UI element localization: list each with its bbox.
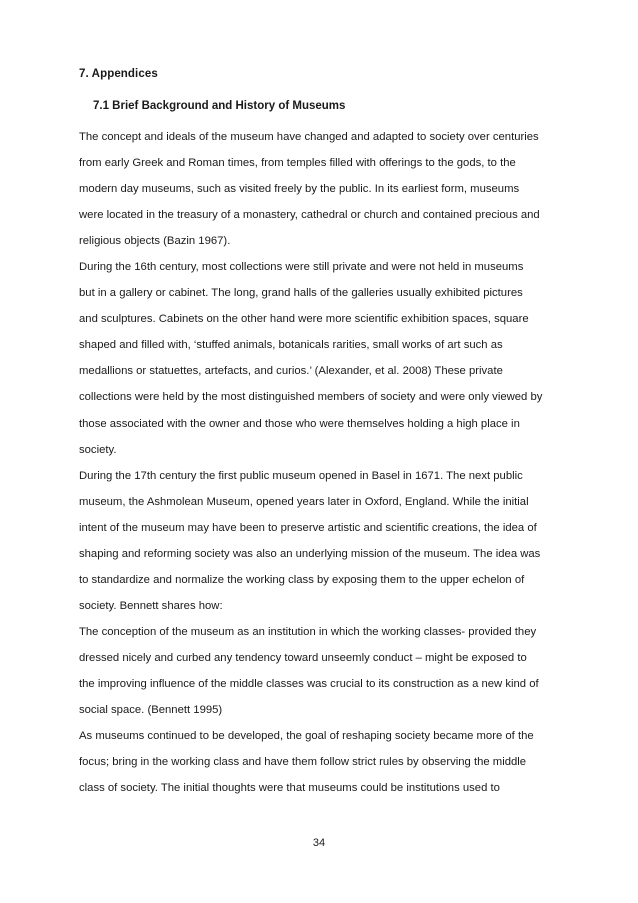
text-line: collections were held by the most distinguished members of society and were only viewed by bbox=[79, 391, 543, 404]
section-heading: 7. Appendices bbox=[79, 68, 158, 80]
text-line: museum, the Ashmolean Museum, opened years later in Oxford, England. While the initial bbox=[79, 495, 529, 508]
text-line: dressed nicely and curbed any tendency toward unseemly conduct – might be exposed to bbox=[79, 651, 527, 664]
text-line: society. Bennett shares how: bbox=[79, 599, 223, 612]
text-line: As museums continued to be developed, the goal of reshaping society became more of the bbox=[79, 730, 534, 743]
text-line: During the 17th century the first public museum opened in Basel in 1671. The next public bbox=[79, 469, 523, 482]
text-line: religious objects (Bazin 1967). bbox=[79, 235, 231, 248]
text-line: The conception of the museum as an institution in which the working classes- provided they bbox=[79, 625, 537, 638]
text-line: modern day museums, such as visited freely by the public. In its earliest form, museums bbox=[79, 183, 520, 196]
page-number: 34 bbox=[312, 837, 326, 849]
text-line: from early Greek and Roman times, from temples filled with offerings to the gods, to the bbox=[79, 157, 516, 170]
text-line: shaping and reforming society was also an underlying mission of the museum. The idea was bbox=[79, 547, 541, 560]
text-line: society. bbox=[79, 443, 117, 456]
text-line: The concept and ideals of the museum have changed and adapted to society over centuries bbox=[79, 131, 539, 143]
text-line: class of society. The initial thoughts were that museums could be institutions used to bbox=[79, 782, 500, 795]
text-line: shaped and filled with, ‘stuffed animals, botanicals rarities, small works of art such as bbox=[79, 339, 503, 352]
text-line: medallions or statuettes, artefacts, and curios.’ (Alexander, et al. 2008) These private bbox=[79, 365, 503, 378]
text-line: those associated with the owner and those who were themselves holding a high place in bbox=[79, 417, 520, 430]
text-line: to standardize and normalize the working class by exposing them to the upper echelon of bbox=[79, 573, 525, 586]
sub-heading: 7.1 Brief Background and History of Museums bbox=[93, 100, 346, 112]
text-line: social space. (Bennett 1995) bbox=[79, 704, 223, 717]
text-line: During the 16th century, most collections were still private and were not held in museums bbox=[79, 261, 524, 274]
text-line: but in a gallery or cabinet. The long, grand halls of the galleries usually exhibited pictures bbox=[79, 287, 523, 300]
body-text bbox=[79, 124, 569, 801]
text-line: and sculptures. Cabinets on the other hand were more scientific exhibition spaces, square bbox=[79, 313, 529, 326]
text-line: the improving influence of the middle classes was crucial to its construction as a new kind of bbox=[79, 677, 539, 690]
text-line: were located in the treasury of a monastery, cathedral or church and contained precious and bbox=[79, 209, 540, 222]
text-line: focus; bring in the working class and have them follow strict rules by observing the middle bbox=[79, 756, 527, 769]
text-line: intent of the museum may have been to preserve artistic and scientific creations, the idea of bbox=[79, 521, 537, 534]
